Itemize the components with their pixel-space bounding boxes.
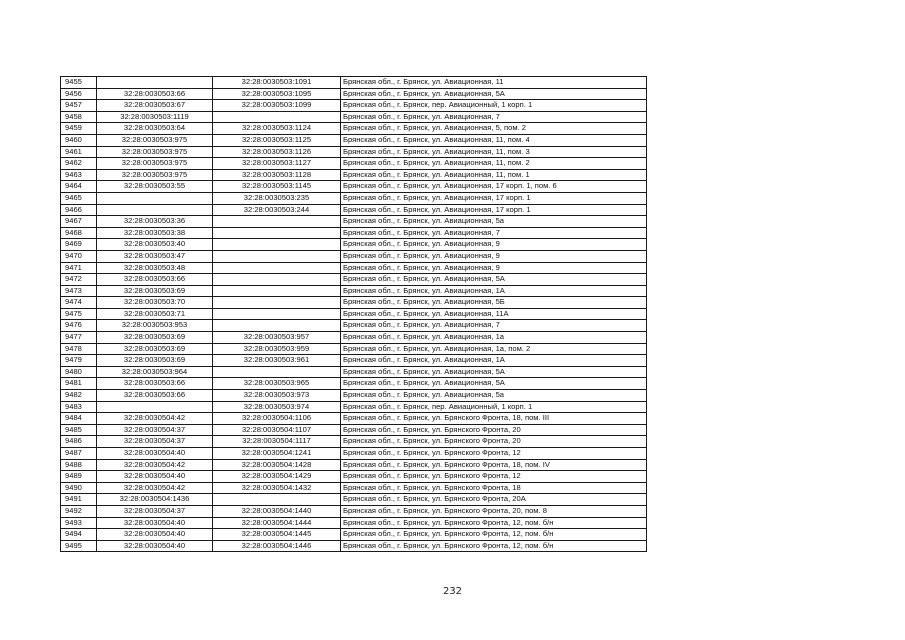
address-cell: Брянская обл., г. Брянск, ул. Авиационная, 5а [341,390,647,402]
land-parcel-number-cell: 32:28:0030503:953 [97,320,213,332]
object-cadastral-number-cell: 32:28:0030504:1241 [213,448,341,460]
address-cell: Брянская обл., г. Брянск, ул. Авиационная, 1А [341,355,647,367]
land-parcel-number-cell: 32:28:0030503:975 [97,134,213,146]
land-parcel-number-cell: 32:28:0030503:36 [97,216,213,228]
cadastral-table-body [61,77,647,552]
land-parcel-number-cell: 32:28:0030503:69 [97,343,213,355]
object-cadastral-number-cell: 32:28:0030503:1127 [213,158,341,170]
land-parcel-number-cell: 32:28:0030503:975 [97,146,213,158]
object-cadastral-number-cell: 32:28:0030504:1432 [213,482,341,494]
row-number-cell: 9456 [61,88,97,100]
address-cell: Брянская обл., г. Брянск, пер. Авиационный, 1 корп. 1 [341,100,647,112]
row-number-cell: 9495 [61,540,97,552]
address-cell: Брянская обл., г. Брянск, ул. Брянского Фронта, 20, пом. 8 [341,505,647,517]
table-row [61,378,647,390]
object-cadastral-number-cell: 32:28:0030503:1128 [213,169,341,181]
table-row [61,181,647,193]
address-cell: Брянская обл., г. Брянск, ул. Авиационная, 7 [341,227,647,239]
address-cell: Брянская обл., г. Брянск, ул. Брянского Фронта, 18 [341,482,647,494]
row-number-cell: 9483 [61,401,97,413]
table-row [61,459,647,471]
land-parcel-number-cell: 32:28:0030504:40 [97,540,213,552]
table-row [61,239,647,251]
land-parcel-number-cell: 32:28:0030503:975 [97,158,213,170]
table-row [61,134,647,146]
table-row [61,413,647,425]
row-number-cell: 9465 [61,192,97,204]
object-cadastral-number-cell: 32:28:0030504:1107 [213,424,341,436]
address-cell: Брянская обл., г. Брянск, ул. Авиационная, 17 корп. 1, пом. 6 [341,181,647,193]
table-row [61,343,647,355]
object-cadastral-number-cell: 32:28:0030504:1445 [213,529,341,541]
table-row [61,332,647,344]
row-number-cell: 9467 [61,216,97,228]
row-number-cell: 9461 [61,146,97,158]
address-cell: Брянская обл., г. Брянск, ул. Брянского Фронта, 20 [341,424,647,436]
row-number-cell: 9469 [61,239,97,251]
address-cell: Брянская обл., г. Брянск, ул. Авиационная, 1а [341,332,647,344]
row-number-cell: 9455 [61,77,97,89]
address-cell: Брянская обл., г. Брянск, ул. Авиационная, 5А [341,88,647,100]
object-cadastral-number-cell: 32:28:0030504:1429 [213,471,341,483]
object-cadastral-number-cell: 32:28:0030504:1428 [213,459,341,471]
address-cell: Брянская обл., г. Брянск, ул. Брянского Фронта, 18, пом. III [341,413,647,425]
row-number-cell: 9493 [61,517,97,529]
land-parcel-number-cell: 32:28:0030503:1119 [97,111,213,123]
row-number-cell: 9474 [61,297,97,309]
object-cadastral-number-cell: 32:28:0030503:1124 [213,123,341,135]
address-cell: Брянская обл., г. Брянск, ул. Авиационная, 5а [341,216,647,228]
address-cell: Брянская обл., г. Брянск, ул. Авиационная, 17 корп. 1 [341,192,647,204]
object-cadastral-number-cell: 32:28:0030504:1440 [213,505,341,517]
row-number-cell: 9490 [61,482,97,494]
object-cadastral-number-cell [213,216,341,228]
land-parcel-number-cell: 32:28:0030503:69 [97,332,213,344]
object-cadastral-number-cell: 32:28:0030504:1444 [213,517,341,529]
land-parcel-number-cell: 32:28:0030503:71 [97,308,213,320]
object-cadastral-number-cell [213,366,341,378]
land-parcel-number-cell [97,192,213,204]
table-row [61,424,647,436]
land-parcel-number-cell: 32:28:0030503:47 [97,250,213,262]
table-row [61,250,647,262]
table-row [61,308,647,320]
address-cell: Брянская обл., г. Брянск, ул. Брянского Фронта, 20А [341,494,647,506]
row-number-cell: 9471 [61,262,97,274]
cadastral-table [60,76,647,552]
address-cell: Брянская обл., г. Брянск, ул. Авиационная, 9 [341,250,647,262]
object-cadastral-number-cell: 32:28:0030504:1446 [213,540,341,552]
land-parcel-number-cell: 32:28:0030503:66 [97,88,213,100]
address-cell: Брянская обл., г. Брянск, ул. Авиационная, 5Б [341,297,647,309]
row-number-cell: 9473 [61,285,97,297]
address-cell: Брянская обл., г. Брянск, ул. Авиационная, 7 [341,320,647,332]
object-cadastral-number-cell: 32:28:0030503:957 [213,332,341,344]
table-row [61,505,647,517]
address-cell: Брянская обл., г. Брянск, ул. Брянского Фронта, 20 [341,436,647,448]
object-cadastral-number-cell [213,285,341,297]
table-row [61,448,647,460]
row-number-cell: 9463 [61,169,97,181]
address-cell: Брянская обл., г. Брянск, ул. Авиационная, 11, пом. 3 [341,146,647,158]
row-number-cell: 9494 [61,529,97,541]
table-row [61,111,647,123]
row-number-cell: 9491 [61,494,97,506]
object-cadastral-number-cell: 32:28:0030504:1106 [213,413,341,425]
land-parcel-number-cell: 32:28:0030503:69 [97,355,213,367]
address-cell: Брянская обл., г. Брянск, ул. Авиационная, 5А [341,274,647,286]
table-row [61,297,647,309]
address-cell: Брянская обл., г. Брянск, ул. Авиационная, 1А [341,285,647,297]
table-row [61,204,647,216]
land-parcel-number-cell: 32:28:0030504:42 [97,459,213,471]
land-parcel-number-cell: 32:28:0030503:64 [97,123,213,135]
land-parcel-number-cell [97,204,213,216]
row-number-cell: 9481 [61,378,97,390]
table-row [61,529,647,541]
object-cadastral-number-cell: 32:28:0030503:1126 [213,146,341,158]
address-cell: Брянская обл., г. Брянск, ул. Авиационная, 5А [341,378,647,390]
address-cell: Брянская обл., г. Брянск, ул. Авиационная, 5, пом. 2 [341,123,647,135]
row-number-cell: 9479 [61,355,97,367]
object-cadastral-number-cell [213,320,341,332]
land-parcel-number-cell: 32:28:0030503:66 [97,274,213,286]
row-number-cell: 9488 [61,459,97,471]
land-parcel-number-cell: 32:28:0030503:67 [97,100,213,112]
address-cell: Брянская обл., г. Брянск, ул. Брянского Фронта, 12 [341,471,647,483]
land-parcel-number-cell: 32:28:0030504:1436 [97,494,213,506]
land-parcel-number-cell: 32:28:0030503:66 [97,390,213,402]
row-number-cell: 9458 [61,111,97,123]
address-cell: Брянская обл., г. Брянск, ул. Авиационная, 7 [341,111,647,123]
address-cell: Брянская обл., г. Брянск, ул. Брянского Фронта, 12, пом. б/н [341,517,647,529]
object-cadastral-number-cell: 32:28:0030503:1095 [213,88,341,100]
table-row [61,494,647,506]
row-number-cell: 9457 [61,100,97,112]
land-parcel-number-cell: 32:28:0030503:40 [97,239,213,251]
row-number-cell: 9480 [61,366,97,378]
table-row [61,146,647,158]
table-row [61,216,647,228]
row-number-cell: 9482 [61,390,97,402]
land-parcel-number-cell: 32:28:0030503:66 [97,378,213,390]
land-parcel-number-cell: 32:28:0030504:42 [97,482,213,494]
address-cell: Брянская обл., г. Брянск, ул. Авиационная, 11 [341,77,647,89]
land-parcel-number-cell: 32:28:0030504:37 [97,505,213,517]
row-number-cell: 9459 [61,123,97,135]
address-cell: Брянская обл., г. Брянск, ул. Брянского Фронта, 12 [341,448,647,460]
land-parcel-number-cell: 32:28:0030504:40 [97,517,213,529]
object-cadastral-number-cell: 32:28:0030503:235 [213,192,341,204]
table-row [61,192,647,204]
object-cadastral-number-cell: 32:28:0030503:1099 [213,100,341,112]
table-row [61,390,647,402]
object-cadastral-number-cell: 32:28:0030503:974 [213,401,341,413]
object-cadastral-number-cell [213,274,341,286]
address-cell: Брянская обл., г. Брянск, ул. Авиационная, 11, пом. 4 [341,134,647,146]
land-parcel-number-cell: 32:28:0030504:42 [97,413,213,425]
row-number-cell: 9462 [61,158,97,170]
row-number-cell: 9485 [61,424,97,436]
address-cell: Брянская обл., г. Брянск, ул. Брянского Фронта, 12, пом. б/н [341,540,647,552]
land-parcel-number-cell: 32:28:0030504:37 [97,424,213,436]
land-parcel-number-cell: 32:28:0030504:40 [97,471,213,483]
page-number: 232 [442,586,463,597]
land-parcel-number-cell: 32:28:0030503:964 [97,366,213,378]
table-row [61,401,647,413]
row-number-cell: 9478 [61,343,97,355]
land-parcel-number-cell: 32:28:0030503:38 [97,227,213,239]
row-number-cell: 9464 [61,181,97,193]
address-cell: Брянская обл., г. Брянск, ул. Авиационная, 9 [341,239,647,251]
table-row [61,355,647,367]
table-row [61,77,647,89]
object-cadastral-number-cell [213,494,341,506]
table-row [61,517,647,529]
table-row [61,436,647,448]
land-parcel-number-cell: 32:28:0030504:37 [97,436,213,448]
address-cell: Брянская обл., г. Брянск, ул. Авиационная, 11, пом. 1 [341,169,647,181]
address-cell: Брянская обл., г. Брянск, ул. Авиационная, 5А [341,366,647,378]
table-row [61,227,647,239]
row-number-cell: 9470 [61,250,97,262]
row-number-cell: 9489 [61,471,97,483]
table-row [61,366,647,378]
table-row [61,320,647,332]
object-cadastral-number-cell: 32:28:0030503:1125 [213,134,341,146]
row-number-cell: 9468 [61,227,97,239]
table-row [61,169,647,181]
row-number-cell: 9476 [61,320,97,332]
row-number-cell: 9487 [61,448,97,460]
object-cadastral-number-cell [213,308,341,320]
land-parcel-number-cell [97,77,213,89]
table-row [61,285,647,297]
object-cadastral-number-cell: 32:28:0030503:961 [213,355,341,367]
land-parcel-number-cell: 32:28:0030503:975 [97,169,213,181]
row-number-cell: 9492 [61,505,97,517]
land-parcel-number-cell: 32:28:0030504:40 [97,448,213,460]
land-parcel-number-cell: 32:28:0030504:40 [97,529,213,541]
row-number-cell: 9466 [61,204,97,216]
address-cell: Брянская обл., г. Брянск, ул. Брянского Фронта, 18, пом. IV [341,459,647,471]
object-cadastral-number-cell: 32:28:0030503:959 [213,343,341,355]
object-cadastral-number-cell [213,297,341,309]
table-row [61,482,647,494]
table-row [61,262,647,274]
row-number-cell: 9475 [61,308,97,320]
object-cadastral-number-cell [213,262,341,274]
object-cadastral-number-cell: 32:28:0030503:973 [213,390,341,402]
object-cadastral-number-cell [213,250,341,262]
land-parcel-number-cell [97,401,213,413]
object-cadastral-number-cell: 32:28:0030504:1117 [213,436,341,448]
row-number-cell: 9460 [61,134,97,146]
address-cell: Брянская обл., г. Брянск, ул. Авиационная, 9 [341,262,647,274]
table-row [61,123,647,135]
land-parcel-number-cell: 32:28:0030503:70 [97,297,213,309]
address-cell: Брянская обл., г. Брянск, ул. Авиационная, 1а, пом. 2 [341,343,647,355]
land-parcel-number-cell: 32:28:0030503:48 [97,262,213,274]
table-row [61,88,647,100]
row-number-cell: 9472 [61,274,97,286]
table-row [61,100,647,112]
object-cadastral-number-cell [213,111,341,123]
object-cadastral-number-cell: 32:28:0030503:965 [213,378,341,390]
address-cell: Брянская обл., г. Брянск, пер. Авиационный, 1 корп. 1 [341,401,647,413]
table-row [61,471,647,483]
address-cell: Брянская обл., г. Брянск, ул. Брянского Фронта, 12, пом. б/н [341,529,647,541]
address-cell: Брянская обл., г. Брянск, ул. Авиационная, 11, пом. 2 [341,158,647,170]
row-number-cell: 9477 [61,332,97,344]
row-number-cell: 9484 [61,413,97,425]
object-cadastral-number-cell: 32:28:0030503:1145 [213,181,341,193]
land-parcel-number-cell: 32:28:0030503:69 [97,285,213,297]
row-number-cell: 9486 [61,436,97,448]
address-cell: Брянская обл., г. Брянск, ул. Авиационная, 11А [341,308,647,320]
table-row [61,274,647,286]
object-cadastral-number-cell [213,239,341,251]
address-cell: Брянская обл., г. Брянск, ул. Авиационная, 17 корп. 1 [341,204,647,216]
table-row [61,540,647,552]
object-cadastral-number-cell [213,227,341,239]
land-parcel-number-cell: 32:28:0030503:55 [97,181,213,193]
table-row [61,158,647,170]
object-cadastral-number-cell: 32:28:0030503:244 [213,204,341,216]
object-cadastral-number-cell: 32:28:0030503:1091 [213,77,341,89]
